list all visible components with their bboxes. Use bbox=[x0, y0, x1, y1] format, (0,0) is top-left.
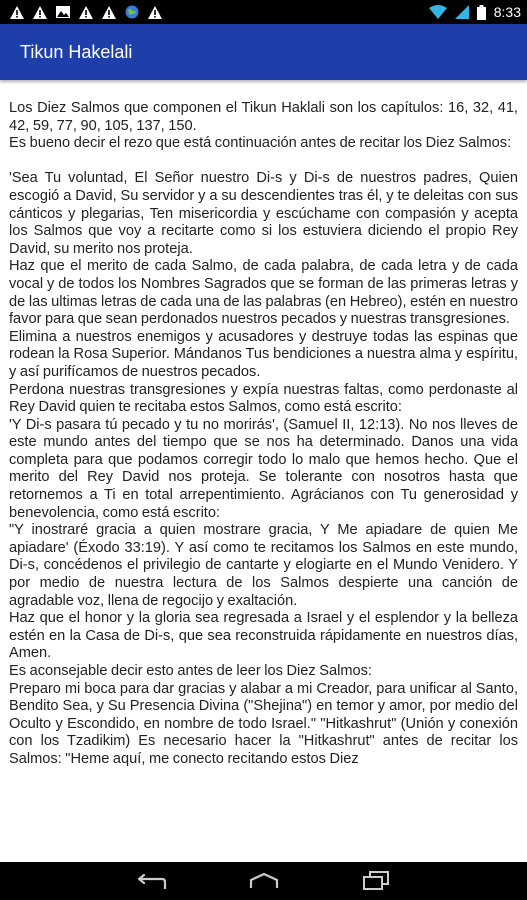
app-bar bbox=[0, 24, 527, 80]
wifi-icon bbox=[429, 0, 447, 24]
alert-triangle-icon bbox=[10, 0, 24, 24]
text-content[interactable] bbox=[0, 80, 527, 862]
paragraph: 'Y Di-s pasara tú pecado y tu no morirás', (Samuel II, 12:13). No nos lleves de este mundo antes del tiempo que se nos ha determinado. Danos una vida completa para que podamos corregir todo lo malo que hemos hecho. Que el merito del Rey David nos proteja. Se tolerante con nosotros hasta que retornemos a Ti en total arrepentimiento. Agrácianos con Tu generosidad y benevolencia, como está escrito: bbox=[9, 416, 518, 521]
alert-triangle-icon bbox=[102, 0, 116, 24]
paragraph: Perdona nuestras transgresiones y expía nuestras faltas, como perdonaste al Rey David quien te recitaba estos Salmos, como está escrito: bbox=[9, 381, 518, 416]
paragraph: Haz que el honor y la gloria sea regresada a Israel y el esplendor y la belleza estén en la Casa de Di-s, que sea reconstruida rápidamente en nuestros días, Amen. bbox=[9, 610, 518, 662]
gallery-icon bbox=[56, 0, 70, 24]
signal-icon bbox=[455, 0, 469, 24]
home-icon[interactable] bbox=[242, 862, 286, 900]
back-icon[interactable] bbox=[130, 862, 174, 900]
system-icons bbox=[429, 0, 527, 24]
paragraph: Elimina a nuestros enemigos y acusadores y destruye todas las espinas que rodean la Rosa Superior. Mándanos Tus bendiciones a nuestra alma y espíritu, y así purifícamos de nuestros pecados. bbox=[9, 328, 518, 380]
paragraph: Preparo mi boca para dar gracias y alabar a mi Creador, para unificar al Santo, Bendito Sea, y Su Presencia Divina ("Shejina") en temor y amor, por medio del Oculto y Escondido, en nombre de todo Israel." "Hitkashrut" (Unión y conexión con los Tzadikim) Es necesario hacer la "Hitkashrut" antes de recitar los Salmos: "Heme aquí, me conecto recitando estos Diez bbox=[9, 680, 518, 767]
alert-triangle-icon bbox=[33, 0, 47, 24]
navigation-bar bbox=[0, 862, 527, 900]
battery-icon bbox=[477, 0, 486, 24]
paragraph: Es aconsejable decir esto antes de leer los Diez Salmos: bbox=[9, 663, 372, 679]
notification-icons bbox=[0, 0, 162, 24]
status-bar bbox=[0, 0, 527, 24]
paragraph: Haz que el merito de cada Salmo, de cada palabra, de cada letra y de cada vocal y de todos los Nombres Sagrados que se forman de las primeras letras y de las ultimas letras de cada una de las palabras (en Hebreo), estén en nuestro favor para que sean perdonados nuestros pecados y nuestras transgresiones. bbox=[9, 258, 518, 328]
alert-triangle-icon bbox=[79, 0, 93, 24]
paragraph: 'Sea Tu voluntad, El Señor nuestro Di-s y Di-s de nuestros padres, Quien escogió a David, Su servidor y a su descendientes tras él, y te deleitas con sus cánticos y plegarias, Ten misericordia y escúchame con compasión y acepta los Salmos que voy a recitarte como si los estuviera diciendo el propio Rey David, su merito nos proteja. bbox=[9, 170, 518, 257]
text-body bbox=[0, 80, 527, 769]
clock-time: 8:33 bbox=[493, 4, 521, 20]
app-title: Tikun Hakelali bbox=[20, 41, 133, 62]
paragraph: Es bueno decir el rezo que está continuación antes de recitar los Diez Salmos: bbox=[9, 135, 512, 152]
alert-triangle-icon bbox=[148, 0, 162, 24]
recent-apps-icon[interactable] bbox=[354, 862, 398, 900]
paragraph: "Y inostraré gracia a quien mostrare gracia, Y Me apiadare de quien Me apiadare' (Éxodo 33:19). Y así como te recitamos los Salmos en este mundo, Di-s, concédenos el privilegio de cantarte y elogiarte en el Mundo Venidero. Y por medio de nuestra lectura de los Salmos despierte una canción de agradable voz, llena de regocijo y exaltación. bbox=[9, 522, 518, 609]
paragraph: Los Diez Salmos que componen el Tikun Haklali son los capítulos: 16, 32, 41, 42, 59, 77, 90, 105, 137, 150. bbox=[9, 100, 518, 134]
globe-icon bbox=[125, 0, 139, 24]
